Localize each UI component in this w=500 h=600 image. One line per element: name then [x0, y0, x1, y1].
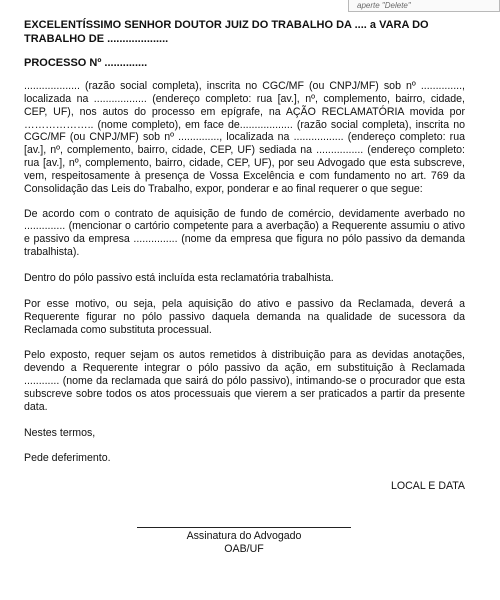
paragraph-passive-pole: Dentro do pólo passivo está incluída esta reclamatória trabalhista.	[24, 271, 334, 284]
paragraph-motive: Por esse motivo, ou seja, pela aquisição do ativo e passivo da Reclamada, deverá a Requerente figurar no pólo passivo daquela demanda na qualidade de sucessora da Reclamada como substituta processual.	[24, 297, 465, 336]
request-text: Pede deferimento.	[24, 452, 111, 465]
process-number: PROCESSO Nº ..............	[24, 57, 148, 69]
document-title: EXCELENTÍSSIMO SENHOR DOUTOR JUIZ DO TRABALHO DA .... a VARA DO TRABALHO DE ....................	[24, 19, 429, 45]
signature-line	[137, 527, 351, 528]
oab-label: OAB/UF	[224, 542, 264, 555]
paragraph-request: Pelo exposto, requer sejam os autos remetidos à distribuição para as devidas anotações, devendo a Requerente integrar o pólo passivo da ação, em substituição à Reclamada ............ (nome da reclamada que sairá do pólo passivo), intimando-se o procurador que esta subscreve sobre todos os atos processuais que vierem a ser praticados a partir da presente data.	[24, 349, 465, 413]
paragraph-contract: De acordo com o contrato de aquisição de fundo de comércio, devidamente averbado no .............. (mencionar o cartório competente para a averbação) a Requerente assumiu o ativo e passivo da empresa ............... (nome da empresa que figura no pólo passivo da demanda trabalhista).	[24, 207, 465, 259]
signature-block	[137, 527, 351, 555]
signature-label: Assinatura do Advogado	[186, 530, 302, 542]
delete-hint-tooltip: aperte "Delete"	[348, 0, 500, 12]
petition-document	[24, 18, 465, 493]
local-date: LOCAL E DATA	[391, 480, 465, 493]
paragraph-parties: ................... (razão social completa), inscrita no CGC/MF (ou CNPJ/MF) sob nº .............., localizada na .................. (endereço completo: rua [av.], nº, complemento, bairro, cidade, CEP, UF), nos autos do processo em epígrafe, na AÇÃO RECLAMATÓRIA movida por ……………….. (nome completo), em face de.................. (razão social completa), inscrita no CGC/MF (ou CNPJ/MF) sob nº .............., localizada na ................. (endereço completo: rua [av.], nº, complemento, bairro, cidade, CEP, UF) sediada na ................ (endereço completo: rua [av.], nº, complemento, bairro, cidade, CEP, UF), por seu Advogado que esta subscreve, vem, respeitosamente à presença de Vossa Excelência e com fundamento no art. 769 da Consolidação das Leis do Trabalho, expor, ponderar e ao final requerer o que segue:	[24, 80, 465, 195]
closing-text: Nestes termos,	[24, 426, 96, 439]
